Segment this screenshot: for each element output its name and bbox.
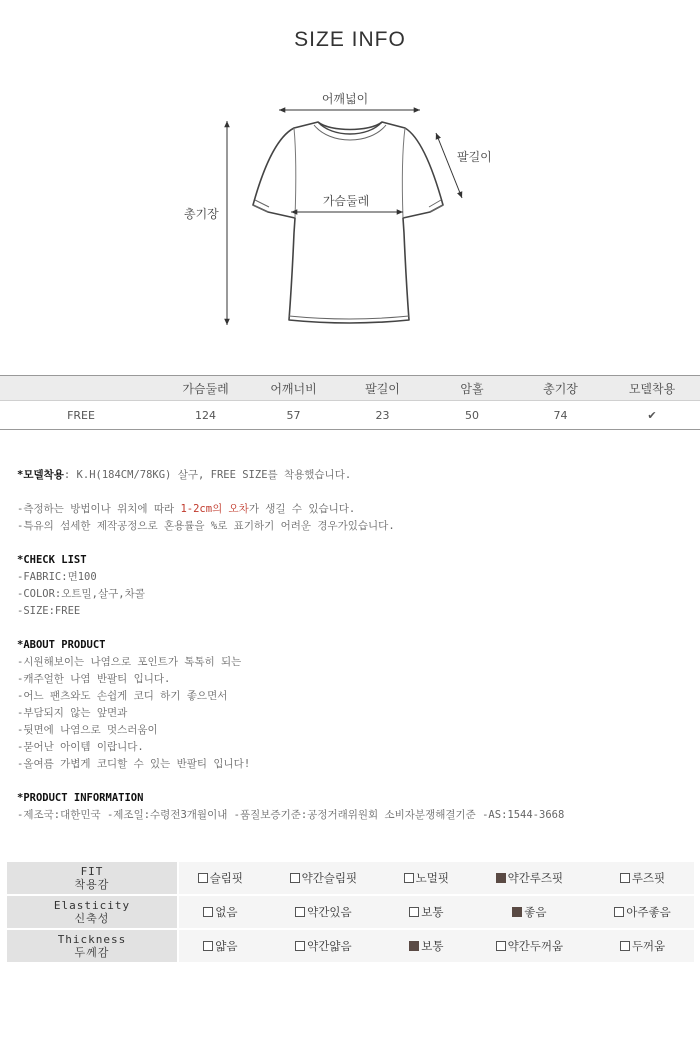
thickness-option-label: 약간두꺼움 <box>507 939 564 953</box>
thickness-option-label: 얇음 <box>215 939 238 953</box>
elasticity-option <box>591 896 694 930</box>
measure-note-text-end: 가 생길 수 있습니다. <box>248 503 356 515</box>
size-value: 124 <box>162 401 249 430</box>
checkbox-icon <box>295 907 305 917</box>
elasticity-row-label <box>7 896 179 930</box>
tshirt-size-diagram <box>0 0 700 360</box>
size-value: 23 <box>338 401 427 430</box>
list-item: -COLOR:오트밀,살구,차콜 <box>17 588 145 600</box>
thickness-option <box>591 930 694 964</box>
thickness-option-label: 약간얇음 <box>307 939 352 953</box>
fit-table <box>7 862 694 964</box>
size-value: 50 <box>427 401 517 430</box>
shoulder-label: 어깨넓이 <box>321 92 369 106</box>
checkbox-icon <box>203 907 213 917</box>
list-item: -시원해보이는 나염으로 포인트가 톡톡히 되는 <box>17 656 242 668</box>
size-value: 57 <box>249 401 338 430</box>
fabric-note: -특유의 섬세한 제작공정으로 혼용률을 %로 표기하기 어려운 경우가있습니다. <box>17 520 395 532</box>
checkbox-icon <box>409 907 419 917</box>
check-list-title: *CHECK LIST <box>17 554 87 566</box>
list-item: -묻어난 아이템 이랍니다. <box>17 741 144 753</box>
length-label: 총기장 <box>184 207 219 221</box>
list-item: -SIZE:FREE <box>17 605 81 617</box>
about-product-title: *ABOUT PRODUCT <box>17 639 106 651</box>
fit-option <box>262 862 385 896</box>
thickness-option <box>179 930 262 964</box>
fit-option <box>385 862 468 896</box>
size-value: 74 <box>517 401 604 430</box>
checkbox-icon <box>198 873 208 883</box>
model-worn-check-icon: ✔ <box>604 401 700 430</box>
fit-option-label: 슬림핏 <box>209 871 244 885</box>
checkbox-icon <box>496 941 506 951</box>
measure-note-highlight: 1-2cm의 오차 <box>180 503 249 515</box>
checkbox-icon <box>620 873 630 883</box>
elasticity-option-label: 보통 <box>421 905 444 919</box>
elasticity-option <box>468 896 591 930</box>
checkbox-icon <box>203 941 213 951</box>
elasticity-option <box>179 896 262 930</box>
fit-option-label: 노멀핏 <box>415 871 449 885</box>
size-table-header-cell: 모델착용 <box>604 376 700 401</box>
elasticity-label-en: Elasticity <box>53 899 131 912</box>
elasticity-row <box>7 896 694 930</box>
list-item: -부담되지 않는 앞면과 <box>17 707 128 719</box>
list-item: -뒷면에 나염으로 멋스러움이 <box>17 724 158 736</box>
model-note-label: *모델착용 <box>17 469 64 481</box>
tshirt-outline <box>253 122 443 323</box>
size-table-header-cell: 가슴둘레 <box>162 376 249 401</box>
elasticity-option-label: 약간있음 <box>307 905 352 919</box>
size-table-header-cell: 총기장 <box>517 376 604 401</box>
fit-option-label: 약간슬림핏 <box>301 871 358 885</box>
checkbox-icon <box>614 907 624 917</box>
model-note-text: : K.H(184CM/78KG) 살구, FREE SIZE를 착용했습니다. <box>63 469 352 481</box>
size-table-header <box>0 376 700 401</box>
checkbox-icon <box>290 873 300 883</box>
checkbox-checked-icon <box>409 941 419 951</box>
elasticity-label-ko: 신축성 <box>74 912 110 925</box>
checkbox-icon <box>404 873 414 883</box>
fit-option <box>468 862 591 896</box>
thickness-option <box>468 930 591 964</box>
thickness-label-en: Thickness <box>57 933 127 946</box>
fit-option <box>591 862 694 896</box>
fit-option-label: 약간루즈핏 <box>507 871 564 885</box>
thickness-option-label: 두꺼움 <box>631 939 666 953</box>
thickness-option-label: 보통 <box>421 939 444 953</box>
checkbox-checked-icon <box>496 873 506 883</box>
checkbox-checked-icon <box>512 907 522 917</box>
elasticity-option <box>262 896 385 930</box>
list-item: -FABRIC:면100 <box>17 571 97 583</box>
size-table-header-cell: 암홀 <box>427 376 517 401</box>
product-information-line: -제조국:대한민국 -제조일:수령전3개월이내 -품질보증기준:공정거래위원회 소비자분쟁해결기준 -AS:1544-3668 <box>17 809 565 821</box>
checkbox-icon <box>295 941 305 951</box>
chest-label: 가슴둘레 <box>322 194 370 208</box>
thickness-label-ko: 두께감 <box>74 946 110 959</box>
measure-note <box>17 501 687 518</box>
fit-row <box>7 862 694 896</box>
fit-label-ko: 착용감 <box>74 878 110 891</box>
model-note <box>17 467 687 484</box>
size-table <box>0 375 700 430</box>
table-row <box>0 401 700 430</box>
page-title: SIZE INFO <box>294 28 406 51</box>
thickness-row <box>7 930 694 964</box>
size-table-header-cell: 팔길이 <box>338 376 427 401</box>
fit-option <box>179 862 262 896</box>
thickness-option <box>385 930 468 964</box>
measure-note-text: -측정하는 방법이나 위치에 따라 <box>17 503 181 515</box>
size-table-header-cell <box>0 376 162 401</box>
fit-option-label: 루즈핏 <box>631 871 666 885</box>
checkbox-icon <box>620 941 630 951</box>
thickness-option <box>262 930 385 964</box>
fit-row-label <box>7 862 179 896</box>
thickness-row-label <box>7 930 179 964</box>
list-item: -올여름 가볍게 코디할 수 있는 반팔티 입니다! <box>17 758 251 770</box>
size-table-header-cell: 어깨너비 <box>249 376 338 401</box>
list-item: -캐주얼한 나염 반팔티 입니다. <box>17 673 171 685</box>
elasticity-option-label: 아주좋음 <box>626 905 671 919</box>
elasticity-option-label: 없음 <box>215 905 238 919</box>
list-item: -어느 팬츠와도 손쉽게 코디 하기 좋으면서 <box>17 690 228 702</box>
fit-label-en: FIT <box>80 865 104 878</box>
elasticity-option-label: 좋음 <box>524 905 547 919</box>
sleeve-arrow <box>436 133 462 198</box>
elasticity-option <box>385 896 468 930</box>
product-information-title: *PRODUCT INFORMATION <box>17 792 144 804</box>
product-notes <box>17 467 687 824</box>
sleeve-label: 팔길이 <box>457 150 492 164</box>
size-name: FREE <box>0 401 162 430</box>
